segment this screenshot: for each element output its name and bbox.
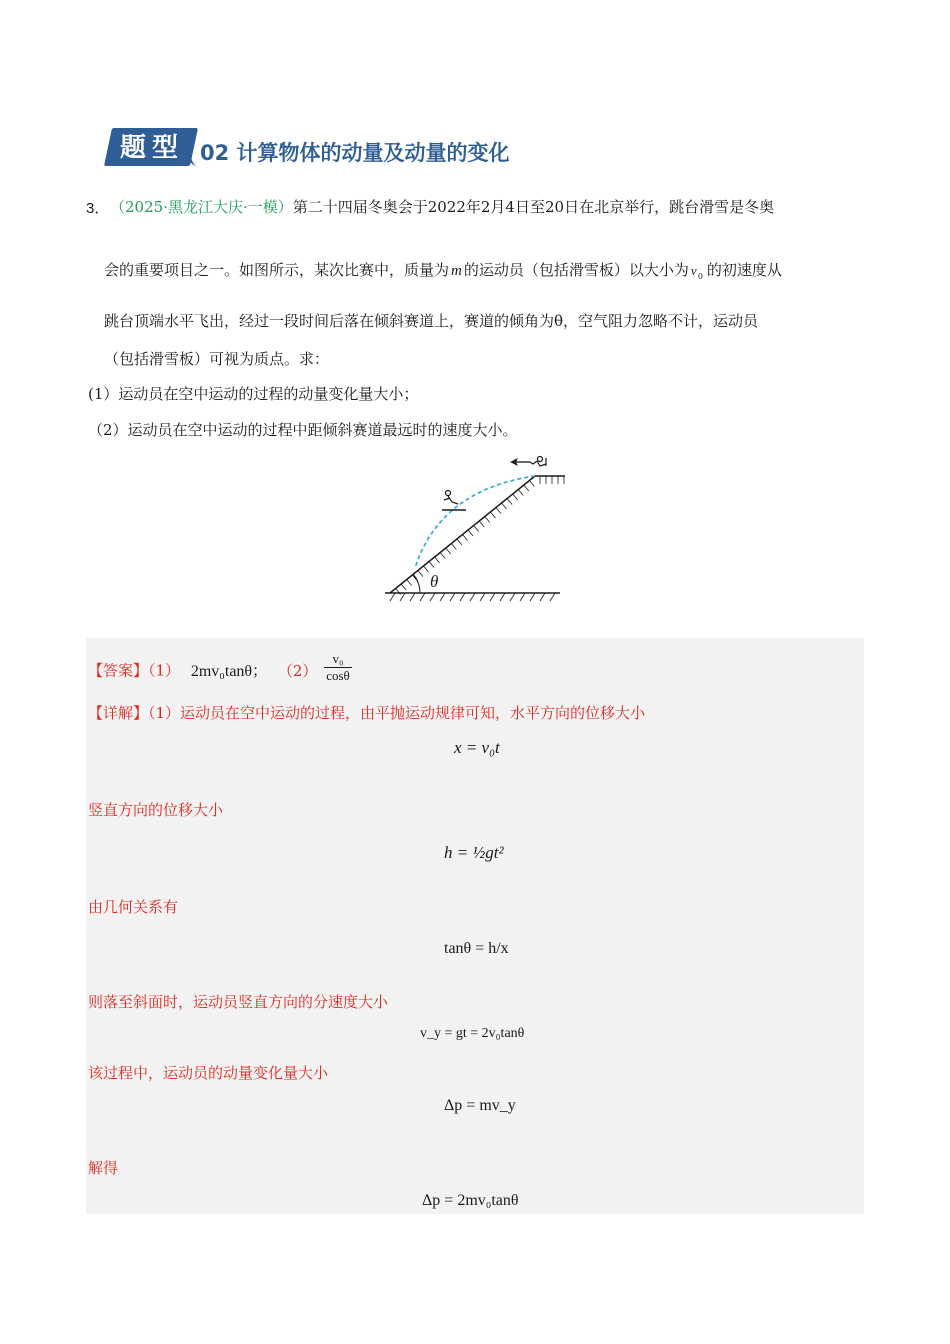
question-line-2: 会的重要项目之一。如图所示，某次比赛中，质量为 m 的运动员（包括滑雪板）以大小为 v 0 的初速度从 [104, 261, 782, 281]
formula-dp: Δp = mv_y [444, 1097, 516, 1114]
formula-x: x = v₀t [454, 738, 500, 757]
solution-label: 【详解】 [88, 704, 149, 722]
solution-intro: 【详解】（1）运动员在空中运动的过程，由平抛运动规律可知，水平方向的位移大小 [88, 704, 646, 722]
answer-section [86, 638, 864, 1214]
solution-text-6: 解得 [88, 1159, 119, 1177]
answer-label: 【答案】 [88, 661, 149, 680]
solution-text-3: 由几何关系有 [88, 898, 179, 916]
topic-title: 02 计算物体的动量及动量的变化 [200, 141, 510, 165]
platform-hatching [540, 476, 564, 484]
question-number: 3． [86, 200, 110, 217]
answer-formula-2: $\frac{\text{v₀}}{\cos\theta}$ [326, 651, 350, 683]
question-line-4: （包括滑雪板）可视为质点。求： [104, 350, 330, 368]
answer-line: 【答案】（1） 2mv₀tanθ； （2） $\frac{\text{v₀}}{\cos\theta}$ [88, 651, 350, 683]
topic-badge-label: 题型 [119, 133, 184, 163]
answer-formula-1: 2mv₀tanθ [190, 662, 253, 680]
solution-text-4: 则落至斜面时，运动员竖直方向的分速度大小 [88, 993, 389, 1011]
formula-tan: tanθ = h/x [444, 940, 509, 957]
formula-result: Δp = 2mv₀tanθ [422, 1192, 519, 1209]
ground-hatching [390, 593, 555, 601]
solution-text-5: 该过程中，运动员的动量变化量大小 [88, 1064, 329, 1082]
angle-label: θ [430, 572, 439, 591]
skier-mid-icon [442, 491, 466, 511]
formula-vy: v_y = gt = 2v₀tanθ [420, 1026, 525, 1041]
question-source: （2025·黑龙江大庆·一模） [110, 198, 293, 216]
question-line-1: （2025·黑龙江大庆·一模）第二十四届冬奥会于2022年2月4日至20日在北京举行，跳台滑雪是冬奥 [110, 198, 775, 216]
formula-h: h = ½gt² [444, 843, 504, 862]
solution-text-2: 竖直方向的位移大小 [88, 801, 224, 819]
sub-question-1: (1）运动员在空中运动的过程的动量变化量大小； [88, 385, 419, 403]
ski-jump-diagram [380, 450, 580, 610]
slope-hatching [396, 481, 535, 595]
sub-question-2: （2）运动员在空中运动的过程中距倾斜赛道最远时的速度大小。 [88, 421, 518, 439]
question-line-3: 跳台顶端水平飞出，经过一段时间后落在倾斜赛道上，赛道的倾角为θ，空气阻力忽略不计，运动员 [104, 312, 759, 330]
skier-top-icon [530, 457, 546, 467]
